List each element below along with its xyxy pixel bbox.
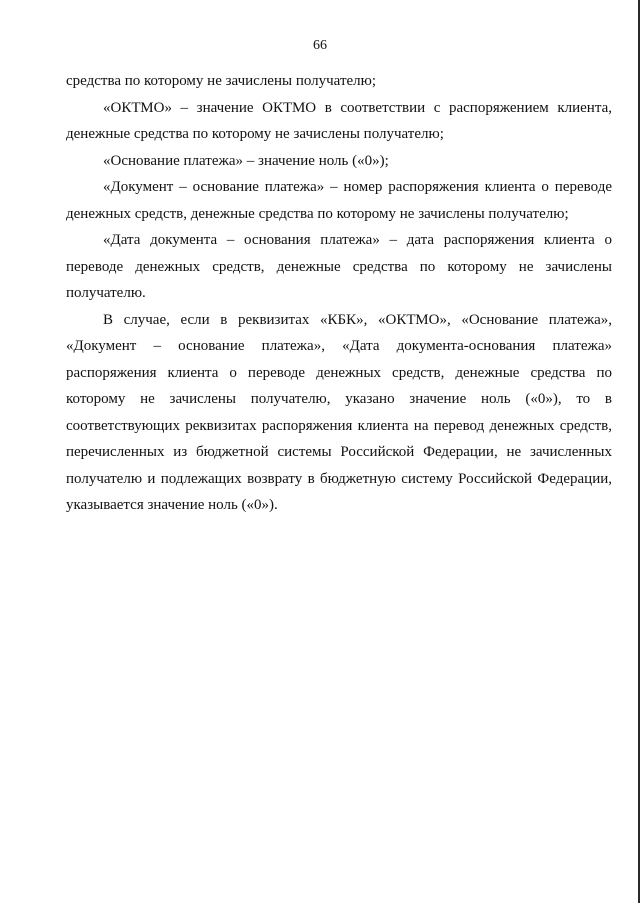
paragraph-document-basis: «Документ – основание платежа» – номер распоряжения клиента о переводе денежных средств, денежные средства по которому не зачислены получателю; [66,179,612,222]
paragraph-payment-basis: «Основание платежа» – значение ноль («0»); [103,152,389,169]
page-number: 66 [313,38,327,53]
document-body [66,68,612,519]
paragraph-oktmo: «ОКТМО» – значение ОКТМО в соответствии с распоряжением клиента, денежные средства по которому не зачислены получателю; [66,99,612,142]
paragraph-zero-value-case: В случае, если в реквизитах «КБК», «ОКТМО», «Основание платежа», «Документ – основание платежа», «Дата документа-основания платежа» распоряжения клиента о переводе денежных средств, денежные средства по которому не зачислены получателю, указано значение ноль («0»), то в соответствующих реквизитах распоряжения клиента на перевод денежных средств, перечисленных из бюджетной системы Российской Федерации, не зачисленных получателю и подлежащих возврату в бюджетную систему Российской Федерации, указывается значение ноль («0»). [66,311,612,513]
paragraph-document-date: «Дата документа – основания платежа» – дата распоряжения клиента о переводе денежных средств, денежные средства по которому не зачислены получателю. [66,232,612,301]
paragraph-continuation: средства по которому не зачислены получателю; [66,73,377,89]
